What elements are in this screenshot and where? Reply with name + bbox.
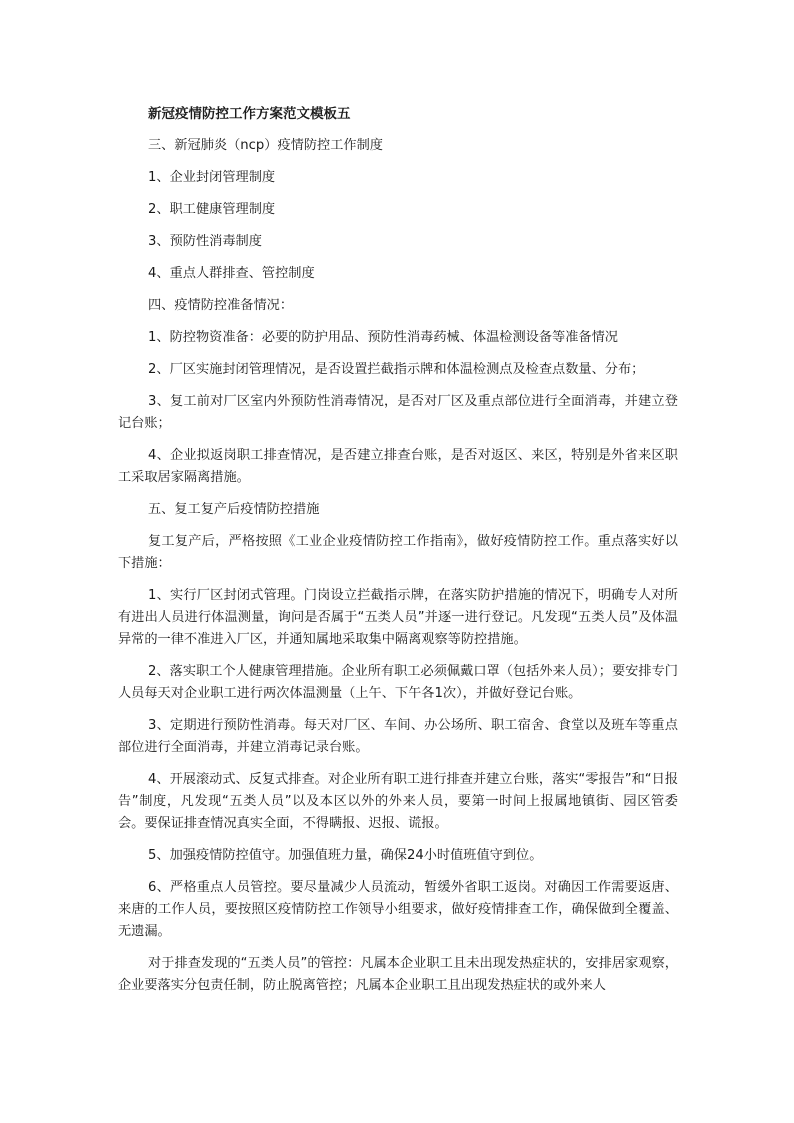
section-5-heading: 五、复工复产后疫情防控措施 — [148, 502, 320, 517]
section-5-item: 2、落实职工个人健康管理措施。企业所有职工必须佩戴口罩（包括外来人员）；要安排专门人员每天对企业职工进行两次体温测量（上午、下午各1次），并做好登记台账。 — [118, 664, 678, 701]
section-3-heading: 三、新冠肺炎（ncp）疫情防控工作制度 — [148, 138, 383, 153]
section-5-intro: 复工复产后，严格按照《工业企业疫情防控工作指南》，做好疫情防控工作。重点落实好以下措施： — [118, 534, 678, 571]
section-4-item: 2、厂区实施封闭管理情况，是否设置拦截指示牌和体温检测点及检查点数量、分布； — [148, 362, 645, 377]
section-4-heading: 四、疫情防控准备情况： — [148, 298, 294, 313]
section-3-item: 3、预防性消毒制度 — [148, 234, 262, 249]
section-4-item: 1、防控物资准备：必要的防护用品、预防性消毒药械、体温检测设备等准备情况 — [148, 330, 618, 345]
document-title: 新冠疫情防控工作方案范文模板五 — [148, 106, 351, 122]
section-5-item: 4、开展滚动式、反复式排查。对企业所有职工进行排查并建立台账，落实“零报告”和“日报告”制度，凡发现“五类人员”以及本区以外的外来人员，要第一时间上报属地镇街、园区管委会。要保证排查情况真实全面，不得瞒报、迟报、谎报。 — [118, 772, 679, 831]
section-4-item: 4、企业拟返岗职工排查情况，是否建立排查台账，是否对返区、来区，特别是外省来区职工采取居家隔离措施。 — [118, 448, 678, 485]
section-3-item: 1、企业封闭管理制度 — [148, 170, 276, 185]
section-5-item: 3、定期进行预防性消毒。每天对厂区、车间、办公场所、职工宿舍、食堂以及班车等重点部位进行全面消毒，并建立消毒记录台账。 — [118, 718, 678, 755]
section-5-item: 6、严格重点人员管控。要尽量减少人员流动，暂缓外省职工返岗。对确因工作需要返唐、来唐的工作人员，要按照区疫情防控工作领导小组要求，做好疫情排查工作，确保做到全覆盖、无遗漏。 — [118, 880, 678, 939]
section-5-item: 1、实行厂区封闭式管理。门岗设立拦截指示牌，在落实防护措施的情况下，明确专人对所有进出人员进行体温测量，询问是否属于“五类人员”并逐一进行登记。凡发现“五类人员”及体温异常的一律不准进入厂区，并通知属地采取集中隔离观察等防控措施。 — [118, 588, 678, 647]
section-3-item: 4、重点人群排查、管控制度 — [148, 266, 315, 281]
document-body — [118, 103, 678, 1007]
section-3-item: 2、职工健康管理制度 — [148, 202, 276, 217]
section-5-closing: 对于排查发现的“五类人员”的管控：凡属本企业职工且未出现发热症状的，安排居家观察，企业要落实分包责任制，防止脱离管控；凡属本企业职工且出现发热症状的或外来人 — [118, 956, 678, 993]
section-5-item: 5、加强疫情防控值守。加强值班力量，确保24小时值班值守到位。 — [148, 848, 543, 863]
section-4-item: 3、复工前对厂区室内外预防性消毒情况，是否对厂区及重点部位进行全面消毒，并建立登记台账； — [118, 394, 678, 431]
